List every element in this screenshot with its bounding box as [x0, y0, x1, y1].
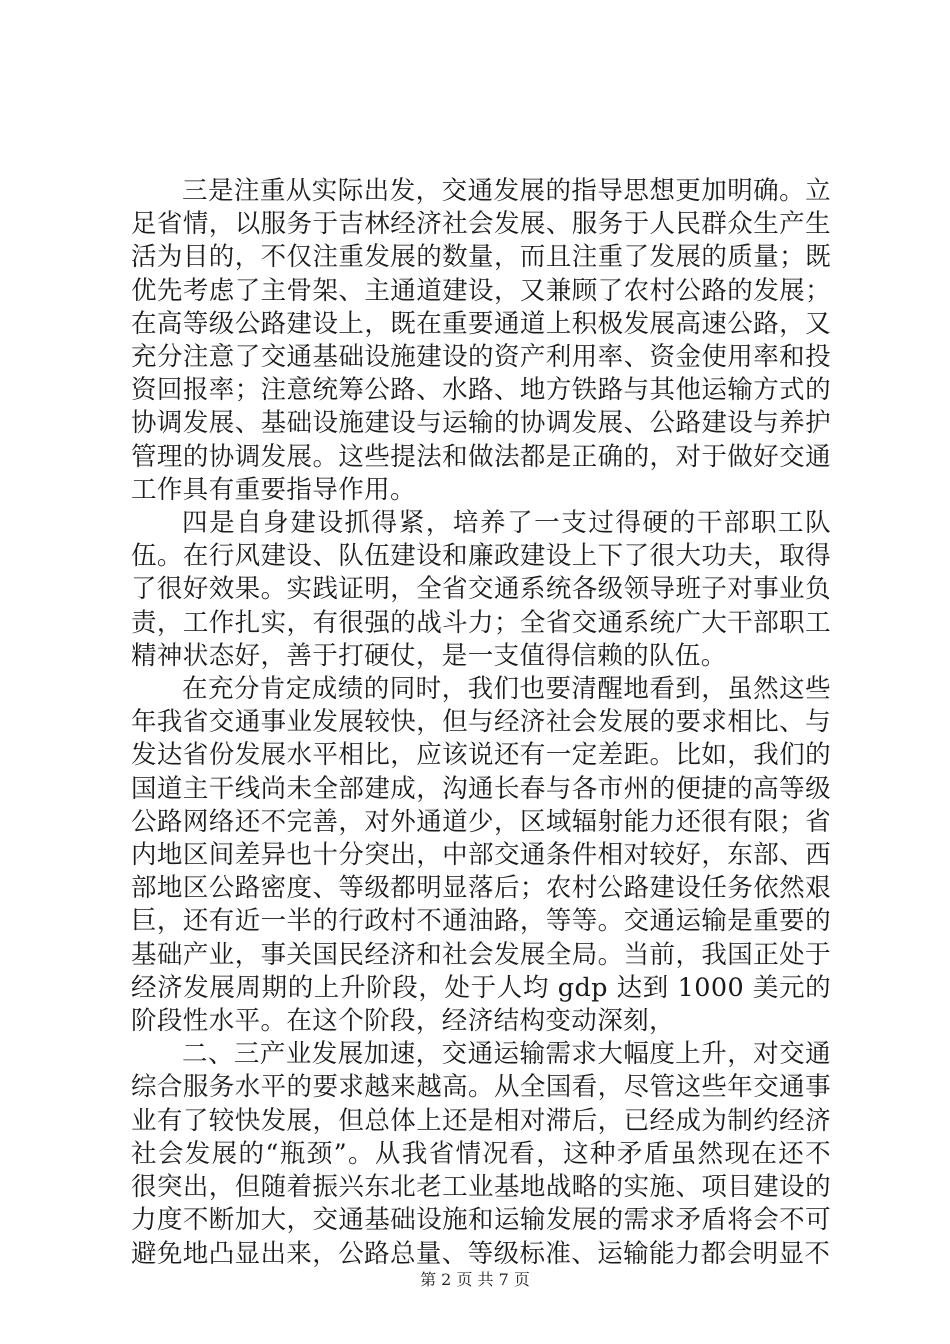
page-number: 第 2 页 共 7 页 [420, 1270, 530, 1289]
paragraph-transport-demand: 二、三产业发展加速，交通运输需求大幅度上升，对交通综合服务水平的要求越来越高。从全国看，尽管这些年交通事业有了较快发展，但总体上还是相对滞后，已经成为制约经济社会发展的“瓶颈”。从我省情况看，这种矛盾虽然现在还不很突出，但随着振兴东北老工业基地战略的实施、项目建设的力度不断加大，交通基础设施和运输发展的需求矛盾将会不可避免地凸显出来，公路总量、等级标准、运输能力都会明显不 [131, 1039, 831, 1269]
paragraph-gaps: 在充分肯定成绩的同时，我们也要清醒地看到，虽然这些年我省交通事业发展较快，但与经济社会发展的要求相比、与发达省份发展水平相比，应该说还有一定差距。比如，我们的国道主干线尚未全部建成，沟通长春与各市州的便捷的高等级公路网络还不完善，对外通道少，区域辐射能力还很有限；省内地区间差异也十分突出，中部交通条件相对较好，东部、西部地区公路密度、等级都明显落后；农村公路建设任务依然艰巨，还有近一半的行政村不通油路，等等。交通运输是重要的基础产业，事关国民经济和社会发展全局。当前，我国正处于经济发展周期的上升阶段，处于人均 gdp 达到 1000 美元的阶段性水平。在这个阶段，经济结构变动深刻， [131, 674, 831, 1037]
document-body [131, 175, 831, 1271]
page-footer [0, 1270, 950, 1290]
paragraph-point-three: 三是注重从实际出发，交通发展的指导思想更加明确。立足省情，以服务于吉林经济社会发展、服务于人民群众生产生活为目的，不仅注重发展的数量，而且注重了发展的质量；既优先考虑了主骨架、主通道建设，又兼顾了农村公路的发展；在高等级公路建设上，既在重要通道上积极发展高速公路，又充分注意了交通基础设施建设的资产利用率、资金使用率和投资回报率；注意统筹公路、水路、地方铁路与其他运输方式的协调发展、基础设施建设与运输的协调发展、公路建设与养护管理的协调发展。这些提法和做法都是正确的，对于做好交通工作具有重要指导作用。 [131, 176, 831, 505]
paragraph-point-four: 四是自身建设抓得紧，培养了一支过得硬的干部职工队伍。在行风建设、队伍建设和廉政建设上下了很大功夫，取得了很好效果。实践证明，全省交通系统各级领导班子对事业负责，工作扎实，有很强的战斗力；全省交通系统广大干部职工精神状态好，善于打硬仗，是一支值得信赖的队伍。 [131, 508, 831, 671]
